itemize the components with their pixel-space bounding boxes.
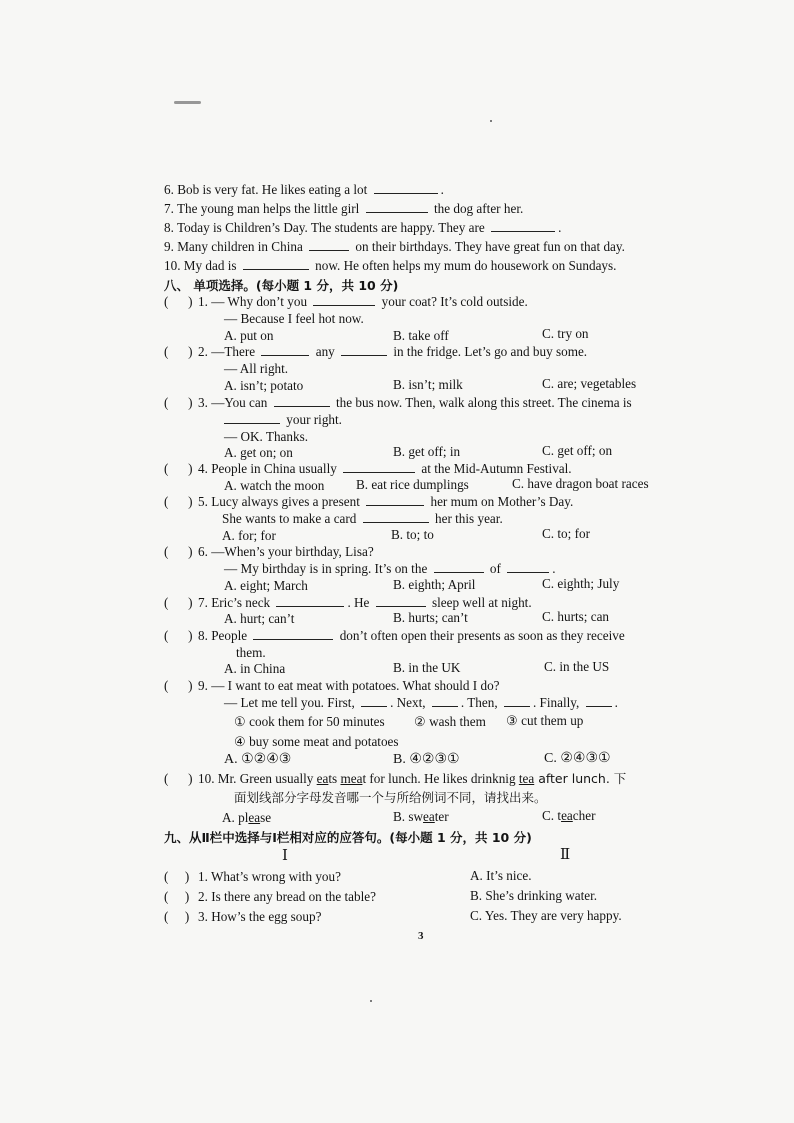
- match-question-1: 1. What’s wrong with you?: [198, 869, 341, 884]
- option-a[interactable]: [222, 810, 271, 826]
- question-text: 10. My dad is: [164, 258, 237, 273]
- mc-question-9-cont: [224, 695, 618, 711]
- answer-bracket[interactable]: ( ): [164, 869, 190, 884]
- match-question-2: 2. Is there any bread on the table?: [198, 889, 376, 904]
- question-text: at the Mid-Autumn Festival.: [421, 461, 572, 476]
- scan-dot: [370, 1000, 372, 1002]
- option-b[interactable]: B. ④②③①: [393, 752, 460, 767]
- answer-bracket[interactable]: ( ): [164, 595, 193, 610]
- option-b[interactable]: B. isn’t; milk: [393, 377, 463, 392]
- step-4: ④ buy some meat and potatoes: [234, 734, 399, 749]
- underlined-letters: ea: [316, 771, 329, 786]
- answer-bracket[interactable]: ( ): [164, 544, 193, 559]
- answer-blank: [432, 695, 458, 707]
- question-text: . Finally,: [532, 695, 580, 710]
- underlined-letters: ea: [561, 808, 573, 823]
- question-text: . Then,: [460, 695, 498, 710]
- answer-blank: [276, 595, 344, 607]
- option-text: C. t: [542, 808, 562, 823]
- option-c[interactable]: [542, 808, 595, 824]
- question-text: 2. —There: [198, 344, 256, 359]
- answer-blank: [376, 595, 426, 607]
- question-text: .: [558, 220, 562, 235]
- question-text: t for lunch. He likes drinknig: [362, 771, 519, 786]
- question-text: of: [489, 561, 501, 576]
- option-b[interactable]: B. take off: [393, 328, 449, 343]
- answer-blank: [253, 628, 333, 640]
- question-text: after lunch. 下: [534, 771, 627, 786]
- underlined-letters: ea: [423, 809, 435, 824]
- column-2-heading: Ⅱ: [560, 847, 571, 863]
- answer-blank: [434, 561, 484, 573]
- answer-blank: [586, 695, 612, 707]
- option-c[interactable]: C. have dragon boat races: [512, 476, 649, 491]
- question-text: — My birthday is in spring. It’s on the: [224, 561, 428, 576]
- option-b[interactable]: B. to; to: [391, 527, 434, 542]
- question-text: — Let me tell you. First,: [224, 695, 355, 710]
- answer-blank[interactable]: [374, 182, 438, 194]
- answer-blank: [504, 695, 530, 707]
- mc-question-9: 9. — I want to eat meat with potatoes. What should I do?: [198, 678, 500, 693]
- fill-question-8: [164, 220, 561, 236]
- option-c[interactable]: C. ②④③①: [544, 751, 611, 766]
- mc-question-3: [198, 395, 632, 411]
- match-answer-b: B. She’s drinking water.: [470, 888, 598, 903]
- answer-blank: [366, 494, 424, 506]
- option-b[interactable]: B. eighth; April: [393, 577, 476, 592]
- question-text: any: [315, 344, 335, 359]
- question-text: 3. —You can: [198, 395, 268, 410]
- underlined-letters: ea: [248, 810, 261, 825]
- fill-question-10: [164, 258, 616, 274]
- option-a[interactable]: A. watch the moon: [224, 478, 325, 493]
- page-number: 3: [418, 930, 424, 942]
- question-text: 7. Eric’s neck: [198, 595, 271, 610]
- answer-bracket[interactable]: ( ): [164, 889, 190, 904]
- answer-blank: [343, 461, 415, 473]
- question-text: the dog after her.: [433, 201, 524, 216]
- reply-text: — Because I feel hot now.: [224, 311, 364, 326]
- option-a[interactable]: A. in China: [224, 661, 286, 676]
- question-text: 1. — Why don’t you: [198, 294, 308, 309]
- question-text: ts: [328, 771, 341, 786]
- mc-question-4: [198, 461, 572, 477]
- option-c[interactable]: C. in the US: [544, 659, 610, 674]
- question-text: .: [440, 182, 444, 197]
- mc-question-5: [198, 494, 573, 510]
- option-b[interactable]: [393, 809, 449, 825]
- option-c[interactable]: C. try on: [542, 326, 589, 341]
- step-3: ③ cut them up: [506, 713, 584, 728]
- option-c[interactable]: C. are; vegetables: [542, 376, 637, 391]
- mc-question-6-cont: [224, 561, 556, 577]
- match-answer-c: C. Yes. They are very happy.: [470, 908, 622, 923]
- reply-text: — All right.: [224, 361, 289, 376]
- underlined-letters: mea: [340, 771, 363, 786]
- question-text: in the fridge. Let’s go and buy some.: [393, 344, 588, 359]
- question-text: on their birthdays. They have great fun on that day.: [355, 239, 625, 254]
- option-a[interactable]: A. eight; March: [224, 578, 308, 593]
- answer-bracket[interactable]: ( ): [164, 771, 193, 786]
- answer-bracket[interactable]: ( ): [164, 461, 193, 476]
- answer-bracket[interactable]: ( ): [164, 628, 193, 643]
- answer-blank: [274, 395, 330, 407]
- question-text: your right.: [286, 412, 342, 427]
- answer-blank: [363, 511, 429, 523]
- option-c[interactable]: C. to; for: [542, 526, 590, 541]
- fill-question-6: [164, 182, 444, 198]
- question-text: your coat? It’s cold outside.: [381, 294, 528, 309]
- fill-question-9: [164, 239, 625, 255]
- question-text: 10. Mr. Green usually: [198, 771, 317, 786]
- match-answer-a: A. It’s nice.: [470, 868, 532, 883]
- mc-question-7: [198, 595, 532, 611]
- question-text: 6. Bob is very fat. He likes eating a lot: [164, 182, 368, 197]
- mc-question-3-cont: [224, 412, 342, 428]
- option-text: cher: [572, 808, 596, 823]
- option-text: se: [260, 810, 272, 825]
- step-2: ② wash them: [414, 714, 486, 729]
- answer-bracket[interactable]: ( ): [164, 395, 193, 410]
- answer-blank[interactable]: [243, 258, 309, 270]
- option-b[interactable]: B. in the UK: [393, 660, 461, 675]
- answer-bracket[interactable]: ( ): [164, 294, 193, 309]
- question-text: 7. The young man helps the little girl: [164, 201, 360, 216]
- option-text: ter: [434, 809, 449, 824]
- option-b[interactable]: B. get off; in: [393, 444, 461, 459]
- option-a[interactable]: A. for; for: [222, 528, 276, 543]
- column-1-heading: Ⅰ: [282, 848, 288, 864]
- option-text: B. sw: [393, 809, 424, 824]
- option-a[interactable]: A. hurt; can’t: [224, 611, 295, 626]
- answer-blank: [341, 344, 387, 356]
- answer-bracket[interactable]: ( ): [164, 344, 193, 359]
- question-text: .: [614, 695, 618, 710]
- question-text: 4. People in China usually: [198, 461, 337, 476]
- answer-blank[interactable]: [309, 239, 349, 251]
- scan-smudge: [174, 101, 201, 104]
- mc-question-8-cont: them.: [236, 645, 266, 660]
- mc-question-2: [198, 344, 587, 360]
- fill-question-7: [164, 201, 523, 217]
- scan-dot: [490, 120, 492, 122]
- answer-blank: [361, 695, 387, 707]
- underlined-letters: tea: [518, 771, 535, 786]
- question-text: 9. Many children in China: [164, 239, 303, 254]
- answer-bracket[interactable]: ( ): [164, 909, 190, 924]
- question-text: .: [552, 561, 556, 576]
- reply-text: — OK. Thanks.: [224, 429, 309, 444]
- instruction-text: 面划线部分字母发音哪一个与所给例词不同，请找出来。: [234, 790, 547, 805]
- question-text: . He: [347, 595, 370, 610]
- section-8-title: 八、 单项选择。(每小题 1 分，共 10 分): [164, 278, 399, 293]
- answer-blank[interactable]: [366, 201, 428, 213]
- question-text: don’t often open their presents as soon as they receive: [339, 628, 625, 643]
- question-text: the bus now. Then, walk along this street. The cinema is: [335, 395, 632, 410]
- question-text: . Next,: [390, 695, 426, 710]
- option-c[interactable]: C. hurts; can: [542, 609, 610, 624]
- mc-question-1: [198, 294, 528, 310]
- option-c[interactable]: C. eighth; July: [542, 576, 620, 591]
- option-a[interactable]: A. get on; on: [224, 445, 293, 460]
- answer-blank: [507, 561, 549, 573]
- match-question-3: 3. How’s the egg soup?: [198, 909, 322, 924]
- mc-question-6: 6. —When’s your birthday, Lisa?: [198, 544, 374, 559]
- option-a[interactable]: A. put on: [224, 328, 274, 343]
- option-b[interactable]: B. eat rice dumplings: [356, 477, 469, 492]
- option-text: A. pl: [222, 810, 249, 825]
- mc-question-10: [198, 771, 626, 787]
- question-text: sleep well at night.: [432, 595, 532, 610]
- mc-question-5-cont: [222, 511, 503, 527]
- answer-blank: [224, 412, 280, 424]
- question-text: her this year.: [435, 511, 503, 526]
- question-text: 8. Today is Children’s Day. The students are happy. They are: [164, 220, 485, 235]
- section-9-title: 九、从Ⅱ栏中选择与Ⅰ栏相对应的应答句。(每小题 1 分，共 10 分): [164, 830, 532, 845]
- answer-blank: [313, 294, 375, 306]
- step-1: ① cook them for 50 minutes: [234, 714, 385, 729]
- option-b[interactable]: B. hurts; can’t: [393, 610, 468, 625]
- question-text: now. He often helps my mum do housework on Sundays.: [315, 258, 617, 273]
- option-c[interactable]: C. get off; on: [542, 443, 613, 458]
- option-a[interactable]: A. ①②④③: [224, 752, 292, 767]
- mc-question-8: [198, 628, 625, 644]
- answer-bracket[interactable]: ( ): [164, 494, 193, 509]
- answer-blank[interactable]: [491, 220, 555, 232]
- question-text: She wants to make a card: [222, 511, 357, 526]
- question-text: 8. People: [198, 628, 248, 643]
- question-text: 5. Lucy always gives a present: [198, 494, 360, 509]
- answer-bracket[interactable]: ( ): [164, 678, 193, 693]
- option-a[interactable]: A. isn’t; potato: [224, 378, 304, 393]
- answer-blank: [261, 344, 309, 356]
- question-text: her mum on Mother’s Day.: [430, 494, 574, 509]
